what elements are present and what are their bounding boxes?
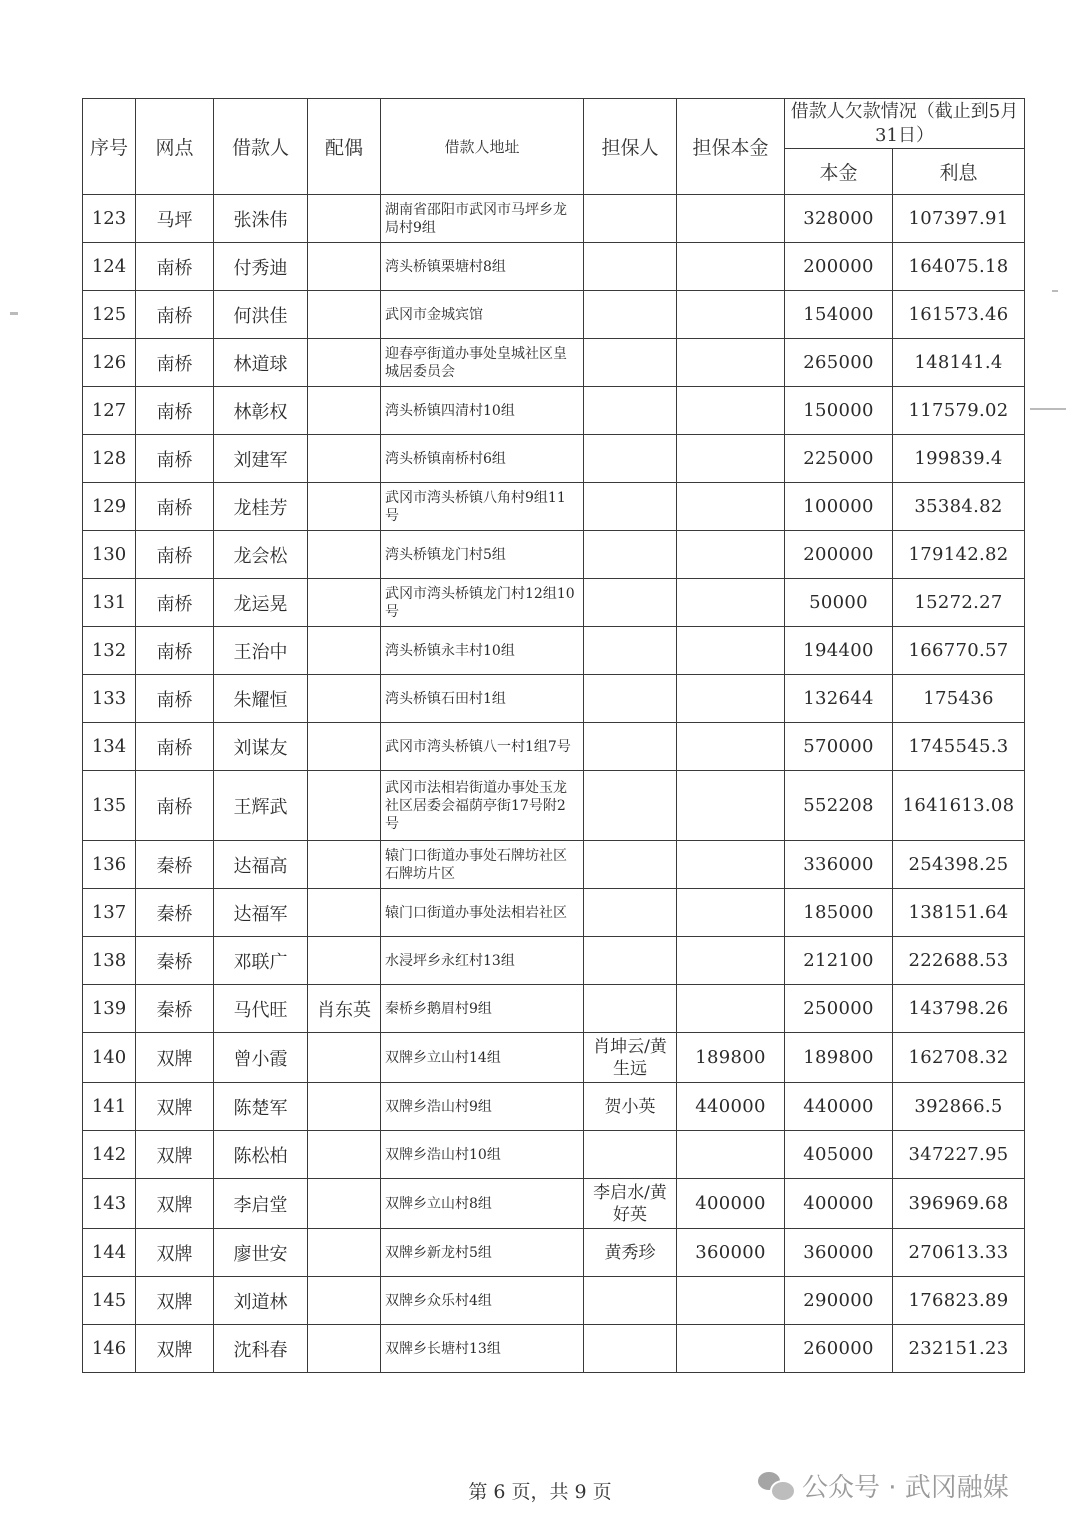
cell-borrower: 曾小霞 bbox=[214, 1033, 308, 1083]
cell-borrower: 马代旺 bbox=[214, 985, 308, 1033]
cell-branch: 双牌 bbox=[136, 1131, 214, 1179]
scan-artifact bbox=[10, 312, 18, 315]
cell-seq: 138 bbox=[83, 937, 136, 985]
cell-guarantor bbox=[584, 1325, 677, 1373]
cell-guarantee-principal bbox=[677, 387, 785, 435]
cell-address: 武冈市湾头桥镇龙门村12组10号 bbox=[381, 579, 584, 627]
table-row bbox=[83, 675, 1025, 723]
cell-interest: 392866.5 bbox=[893, 1083, 1025, 1131]
cell-branch: 南桥 bbox=[136, 387, 214, 435]
cell-seq: 131 bbox=[83, 579, 136, 627]
cell-address: 武冈市湾头桥镇八角村9组11号 bbox=[381, 483, 584, 531]
cell-seq: 146 bbox=[83, 1325, 136, 1373]
cell-interest: 396969.68 bbox=[893, 1179, 1025, 1229]
cell-guarantee-principal bbox=[677, 579, 785, 627]
cell-interest: 179142.82 bbox=[893, 531, 1025, 579]
table-row bbox=[83, 243, 1025, 291]
cell-branch: 秦桥 bbox=[136, 889, 214, 937]
table-row bbox=[83, 1229, 1025, 1277]
cell-guarantee-principal bbox=[677, 483, 785, 531]
cell-principal: 360000 bbox=[785, 1229, 893, 1277]
cell-borrower: 沈科春 bbox=[214, 1325, 308, 1373]
cell-guarantee-principal: 189800 bbox=[677, 1033, 785, 1083]
cell-interest: 222688.53 bbox=[893, 937, 1025, 985]
table-row bbox=[83, 1325, 1025, 1373]
cell-principal: 225000 bbox=[785, 435, 893, 483]
cell-branch: 南桥 bbox=[136, 627, 214, 675]
cell-branch: 南桥 bbox=[136, 579, 214, 627]
cell-guarantor bbox=[584, 291, 677, 339]
cell-principal: 50000 bbox=[785, 579, 893, 627]
cell-spouse bbox=[308, 1179, 381, 1229]
table-row bbox=[83, 985, 1025, 1033]
cell-interest: 254398.25 bbox=[893, 841, 1025, 889]
cell-interest: 1745545.3 bbox=[893, 723, 1025, 771]
cell-guarantor bbox=[584, 675, 677, 723]
wechat-icon bbox=[758, 1470, 794, 1500]
cell-interest: 15272.27 bbox=[893, 579, 1025, 627]
cell-spouse bbox=[308, 675, 381, 723]
cell-seq: 142 bbox=[83, 1131, 136, 1179]
cell-spouse bbox=[308, 1033, 381, 1083]
cell-spouse bbox=[308, 195, 381, 243]
cell-seq: 124 bbox=[83, 243, 136, 291]
cell-guarantee-principal bbox=[677, 435, 785, 483]
table-row bbox=[83, 627, 1025, 675]
cell-address: 迎春亭街道办事处皇城社区皇城居委员会 bbox=[381, 339, 584, 387]
cell-seq: 126 bbox=[83, 339, 136, 387]
cell-guarantor bbox=[584, 243, 677, 291]
cell-spouse bbox=[308, 531, 381, 579]
cell-borrower: 王治中 bbox=[214, 627, 308, 675]
cell-guarantee-principal bbox=[677, 339, 785, 387]
cell-interest: 162708.32 bbox=[893, 1033, 1025, 1083]
cell-borrower: 陈楚军 bbox=[214, 1083, 308, 1131]
cell-branch: 秦桥 bbox=[136, 937, 214, 985]
table-row bbox=[83, 291, 1025, 339]
cell-spouse bbox=[308, 723, 381, 771]
cell-guarantee-principal bbox=[677, 291, 785, 339]
header-interest: 利息 bbox=[893, 149, 1025, 195]
scan-artifact bbox=[1030, 408, 1066, 410]
cell-address: 湾头桥镇四清村10组 bbox=[381, 387, 584, 435]
cell-borrower: 龙运晃 bbox=[214, 579, 308, 627]
cell-borrower: 付秀迪 bbox=[214, 243, 308, 291]
cell-guarantor bbox=[584, 1131, 677, 1179]
cell-borrower: 王辉武 bbox=[214, 771, 308, 841]
cell-seq: 123 bbox=[83, 195, 136, 243]
cell-interest: 199839.4 bbox=[893, 435, 1025, 483]
table-row bbox=[83, 339, 1025, 387]
cell-principal: 552208 bbox=[785, 771, 893, 841]
table-row bbox=[83, 195, 1025, 243]
table-row bbox=[83, 889, 1025, 937]
cell-principal: 100000 bbox=[785, 483, 893, 531]
header-borrower: 借款人 bbox=[214, 99, 308, 195]
cell-guarantor bbox=[584, 387, 677, 435]
cell-seq: 127 bbox=[83, 387, 136, 435]
cell-branch: 南桥 bbox=[136, 723, 214, 771]
header-seq: 序号 bbox=[83, 99, 136, 195]
cell-interest: 35384.82 bbox=[893, 483, 1025, 531]
cell-branch: 双牌 bbox=[136, 1277, 214, 1325]
header-arrears-group: 借款人欠款情况（截止到5月31日） bbox=[785, 99, 1025, 149]
cell-borrower: 林道球 bbox=[214, 339, 308, 387]
cell-guarantee-principal bbox=[677, 771, 785, 841]
cell-seq: 128 bbox=[83, 435, 136, 483]
cell-guarantee-principal bbox=[677, 195, 785, 243]
cell-spouse bbox=[308, 1325, 381, 1373]
cell-borrower: 龙桂芳 bbox=[214, 483, 308, 531]
cell-guarantee-principal bbox=[677, 937, 785, 985]
cell-seq: 136 bbox=[83, 841, 136, 889]
cell-spouse bbox=[308, 627, 381, 675]
cell-spouse bbox=[308, 483, 381, 531]
cell-guarantor: 李启水/黄好英 bbox=[584, 1179, 677, 1229]
cell-interest: 107397.91 bbox=[893, 195, 1025, 243]
cell-address: 双牌乡众乐村4组 bbox=[381, 1277, 584, 1325]
cell-address: 湖南省邵阳市武冈市马坪乡龙局村9组 bbox=[381, 195, 584, 243]
cell-borrower: 刘道林 bbox=[214, 1277, 308, 1325]
cell-spouse bbox=[308, 771, 381, 841]
cell-seq: 125 bbox=[83, 291, 136, 339]
cell-borrower: 陈松柏 bbox=[214, 1131, 308, 1179]
cell-seq: 143 bbox=[83, 1179, 136, 1229]
cell-guarantor bbox=[584, 579, 677, 627]
scan-artifact bbox=[1052, 290, 1058, 292]
cell-address: 双牌乡立山村14组 bbox=[381, 1033, 584, 1083]
cell-guarantor bbox=[584, 937, 677, 985]
header-spouse: 配偶 bbox=[308, 99, 381, 195]
cell-borrower: 龙会松 bbox=[214, 531, 308, 579]
cell-address: 湾头桥镇石田村1组 bbox=[381, 675, 584, 723]
cell-borrower: 廖世安 bbox=[214, 1229, 308, 1277]
cell-principal: 260000 bbox=[785, 1325, 893, 1373]
cell-guarantor bbox=[584, 339, 677, 387]
cell-principal: 400000 bbox=[785, 1179, 893, 1229]
cell-borrower: 何洪佳 bbox=[214, 291, 308, 339]
cell-address: 双牌乡立山村8组 bbox=[381, 1179, 584, 1229]
page-footer: 第 6 页，共 9 页 bbox=[468, 1481, 612, 1503]
cell-spouse bbox=[308, 387, 381, 435]
cell-borrower: 刘谋友 bbox=[214, 723, 308, 771]
table-row bbox=[83, 1179, 1025, 1229]
cell-interest: 166770.57 bbox=[893, 627, 1025, 675]
cell-branch: 双牌 bbox=[136, 1179, 214, 1229]
cell-borrower: 张洙伟 bbox=[214, 195, 308, 243]
cell-guarantee-principal: 360000 bbox=[677, 1229, 785, 1277]
cell-guarantor bbox=[584, 723, 677, 771]
cell-seq: 141 bbox=[83, 1083, 136, 1131]
cell-interest: 1641613.08 bbox=[893, 771, 1025, 841]
cell-principal: 440000 bbox=[785, 1083, 893, 1131]
cell-interest: 164075.18 bbox=[893, 243, 1025, 291]
cell-principal: 150000 bbox=[785, 387, 893, 435]
cell-guarantee-principal: 440000 bbox=[677, 1083, 785, 1131]
cell-spouse bbox=[308, 1229, 381, 1277]
cell-borrower: 达福军 bbox=[214, 889, 308, 937]
cell-interest: 270613.33 bbox=[893, 1229, 1025, 1277]
table-row bbox=[83, 771, 1025, 841]
cell-guarantee-principal bbox=[677, 985, 785, 1033]
cell-interest: 176823.89 bbox=[893, 1277, 1025, 1325]
table-row bbox=[83, 387, 1025, 435]
cell-borrower: 朱耀恒 bbox=[214, 675, 308, 723]
watermark bbox=[758, 1465, 1009, 1505]
cell-spouse bbox=[308, 841, 381, 889]
cell-address: 双牌乡长塘村13组 bbox=[381, 1325, 584, 1373]
table-row bbox=[83, 1083, 1025, 1131]
cell-principal: 250000 bbox=[785, 985, 893, 1033]
cell-guarantee-principal bbox=[677, 889, 785, 937]
table-body bbox=[83, 195, 1025, 1373]
header-guarantor: 担保人 bbox=[584, 99, 677, 195]
cell-spouse: 肖东英 bbox=[308, 985, 381, 1033]
cell-interest: 347227.95 bbox=[893, 1131, 1025, 1179]
cell-borrower: 林彰权 bbox=[214, 387, 308, 435]
cell-principal: 336000 bbox=[785, 841, 893, 889]
cell-address: 湾头桥镇永丰村10组 bbox=[381, 627, 584, 675]
table-row bbox=[83, 435, 1025, 483]
cell-guarantor bbox=[584, 627, 677, 675]
cell-branch: 南桥 bbox=[136, 531, 214, 579]
cell-principal: 200000 bbox=[785, 243, 893, 291]
cell-principal: 185000 bbox=[785, 889, 893, 937]
cell-branch: 南桥 bbox=[136, 675, 214, 723]
cell-seq: 134 bbox=[83, 723, 136, 771]
cell-branch: 秦桥 bbox=[136, 985, 214, 1033]
cell-guarantee-principal bbox=[677, 1131, 785, 1179]
cell-interest: 143798.26 bbox=[893, 985, 1025, 1033]
cell-borrower: 刘建军 bbox=[214, 435, 308, 483]
cell-spouse bbox=[308, 243, 381, 291]
cell-guarantor bbox=[584, 771, 677, 841]
header-branch: 网点 bbox=[136, 99, 214, 195]
cell-branch: 马坪 bbox=[136, 195, 214, 243]
cell-seq: 140 bbox=[83, 1033, 136, 1083]
cell-interest: 232151.23 bbox=[893, 1325, 1025, 1373]
cell-spouse bbox=[308, 937, 381, 985]
cell-guarantee-principal bbox=[677, 243, 785, 291]
cell-branch: 秦桥 bbox=[136, 841, 214, 889]
cell-guarantor bbox=[584, 531, 677, 579]
cell-guarantee-principal bbox=[677, 1277, 785, 1325]
cell-seq: 145 bbox=[83, 1277, 136, 1325]
cell-seq: 133 bbox=[83, 675, 136, 723]
cell-branch: 南桥 bbox=[136, 435, 214, 483]
cell-guarantor bbox=[584, 195, 677, 243]
cell-principal: 290000 bbox=[785, 1277, 893, 1325]
cell-address: 湾头桥镇栗塘村8组 bbox=[381, 243, 584, 291]
table-row bbox=[83, 1277, 1025, 1325]
cell-borrower: 李启堂 bbox=[214, 1179, 308, 1229]
cell-address: 武冈市金城宾馆 bbox=[381, 291, 584, 339]
cell-spouse bbox=[308, 339, 381, 387]
cell-address: 水浸坪乡永红村13组 bbox=[381, 937, 584, 985]
cell-spouse bbox=[308, 889, 381, 937]
cell-seq: 144 bbox=[83, 1229, 136, 1277]
cell-address: 辕门口街道办事处法相岩社区 bbox=[381, 889, 584, 937]
cell-spouse bbox=[308, 579, 381, 627]
cell-guarantor: 肖坤云/黄生远 bbox=[584, 1033, 677, 1083]
cell-principal: 189800 bbox=[785, 1033, 893, 1083]
cell-principal: 154000 bbox=[785, 291, 893, 339]
cell-seq: 129 bbox=[83, 483, 136, 531]
table-row bbox=[83, 531, 1025, 579]
cell-principal: 405000 bbox=[785, 1131, 893, 1179]
cell-address: 双牌乡浩山村10组 bbox=[381, 1131, 584, 1179]
cell-address: 湾头桥镇龙门村5组 bbox=[381, 531, 584, 579]
cell-interest: 175436 bbox=[893, 675, 1025, 723]
cell-branch: 双牌 bbox=[136, 1325, 214, 1373]
cell-guarantor bbox=[584, 985, 677, 1033]
table-row bbox=[83, 483, 1025, 531]
cell-seq: 139 bbox=[83, 985, 136, 1033]
cell-principal: 212100 bbox=[785, 937, 893, 985]
cell-guarantor: 贺小英 bbox=[584, 1083, 677, 1131]
cell-address: 双牌乡新龙村5组 bbox=[381, 1229, 584, 1277]
cell-guarantee-principal bbox=[677, 531, 785, 579]
cell-principal: 265000 bbox=[785, 339, 893, 387]
cell-spouse bbox=[308, 435, 381, 483]
cell-guarantor bbox=[584, 841, 677, 889]
table-row bbox=[83, 1033, 1025, 1083]
cell-branch: 南桥 bbox=[136, 243, 214, 291]
cell-spouse bbox=[308, 1131, 381, 1179]
table-row bbox=[83, 1131, 1025, 1179]
cell-branch: 双牌 bbox=[136, 1229, 214, 1277]
cell-guarantor bbox=[584, 1277, 677, 1325]
cell-spouse bbox=[308, 1277, 381, 1325]
cell-guarantee-principal bbox=[677, 675, 785, 723]
cell-branch: 双牌 bbox=[136, 1033, 214, 1083]
cell-principal: 132644 bbox=[785, 675, 893, 723]
cell-borrower: 达福高 bbox=[214, 841, 308, 889]
cell-guarantor bbox=[584, 483, 677, 531]
cell-interest: 138151.64 bbox=[893, 889, 1025, 937]
cell-interest: 117579.02 bbox=[893, 387, 1025, 435]
cell-address: 武冈市湾头桥镇八一村1组7号 bbox=[381, 723, 584, 771]
cell-branch: 南桥 bbox=[136, 291, 214, 339]
cell-guarantee-principal bbox=[677, 723, 785, 771]
cell-guarantee-principal bbox=[677, 841, 785, 889]
cell-guarantor bbox=[584, 435, 677, 483]
cell-interest: 148141.4 bbox=[893, 339, 1025, 387]
cell-guarantor: 黄秀珍 bbox=[584, 1229, 677, 1277]
table-row bbox=[83, 723, 1025, 771]
cell-spouse bbox=[308, 291, 381, 339]
cell-principal: 328000 bbox=[785, 195, 893, 243]
loan-arrears-table bbox=[82, 98, 1025, 1373]
cell-address: 双牌乡浩山村9组 bbox=[381, 1083, 584, 1131]
table-row bbox=[83, 937, 1025, 985]
cell-address: 武冈市法相岩街道办事处玉龙社区居委会福荫亭街17号附2号 bbox=[381, 771, 584, 841]
cell-branch: 双牌 bbox=[136, 1083, 214, 1131]
table-row bbox=[83, 841, 1025, 889]
cell-guarantee-principal bbox=[677, 627, 785, 675]
cell-seq: 132 bbox=[83, 627, 136, 675]
cell-borrower: 邓联广 bbox=[214, 937, 308, 985]
header-principal: 本金 bbox=[785, 149, 893, 195]
cell-spouse bbox=[308, 1083, 381, 1131]
cell-seq: 137 bbox=[83, 889, 136, 937]
cell-branch: 南桥 bbox=[136, 771, 214, 841]
cell-guarantor bbox=[584, 889, 677, 937]
cell-guarantee-principal: 400000 bbox=[677, 1179, 785, 1229]
cell-principal: 194400 bbox=[785, 627, 893, 675]
watermark-text: 公众号 · 武冈融媒 bbox=[802, 1472, 1009, 1503]
cell-seq: 135 bbox=[83, 771, 136, 841]
cell-principal: 570000 bbox=[785, 723, 893, 771]
cell-guarantee-principal bbox=[677, 1325, 785, 1373]
cell-address: 秦桥乡鹅眉村9组 bbox=[381, 985, 584, 1033]
header-address: 借款人地址 bbox=[381, 99, 584, 195]
header-guarantee-principal: 担保本金 bbox=[677, 99, 785, 195]
cell-address: 辕门口街道办事处石牌坊社区石牌坊片区 bbox=[381, 841, 584, 889]
cell-principal: 200000 bbox=[785, 531, 893, 579]
cell-branch: 南桥 bbox=[136, 483, 214, 531]
table-row bbox=[83, 579, 1025, 627]
cell-interest: 161573.46 bbox=[893, 291, 1025, 339]
cell-address: 湾头桥镇南桥村6组 bbox=[381, 435, 584, 483]
cell-branch: 南桥 bbox=[136, 339, 214, 387]
cell-seq: 130 bbox=[83, 531, 136, 579]
